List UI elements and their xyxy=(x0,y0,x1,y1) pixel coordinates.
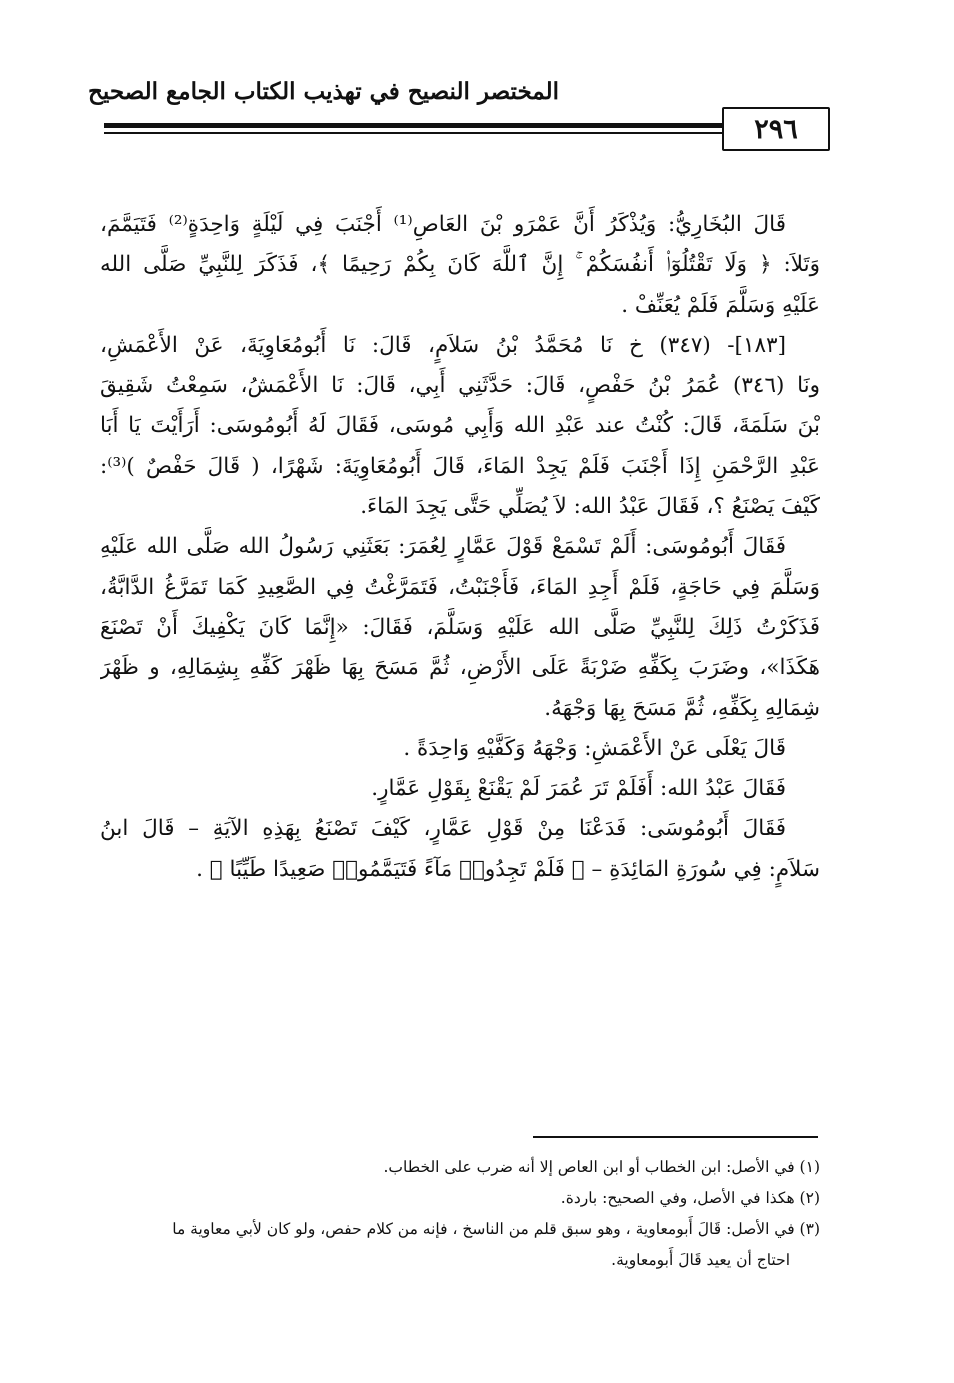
text-line: قَالَ البُخَارِيُّ: وَيُذْكَرُ أَنَّ عَمْرَو بْنَ العَاصِ⁽¹⁾ أَجْنَبَ فِي لَيْلَةٍ وَاحِدَةٍ⁽²⁾ فَتَيَمَّمَ، xyxy=(100,212,786,237)
text-line: كَيْفَ يَصْنَعُ ؟، فَقَالَ عَبْدُ الله: لاَ يُصَلِّي حَتَّى يَجِدَ المَاءَ. xyxy=(360,494,820,520)
text-line: فَقَالَ أَبُومُوسَى: أَلَمْ تَسْمَعْ قَوْلَ عَمَّارٍ لِعُمَرَ: بَعَثَنِي رَسُولُ الله صَلَّى الله عَلَيْهِ xyxy=(100,534,786,560)
page-number-box xyxy=(722,107,830,151)
page-number: ٢٩٦ xyxy=(754,113,798,145)
text-line: سَلاَمٍ: فِي سُورَةِ المَائِدَةِ – ﴿ فَلَمْ تَجِدُوا۟ مَآءً فَتَيَمَّمُوا۟ صَعِيدًا طَيِّبًا ﴾ . xyxy=(196,856,820,882)
text-line: بْنَ سَلَمَةَ، قَالَ: كُنْتُ عند عَبْدِ الله وَأَبِي مُوسَى، فَقَالَ لَهُ أَبُومُوسَى: أَرَأَيْتَ يَا أَبَا xyxy=(100,413,820,439)
text-line: فَقَالَ أَبُومُوسَى: فَدَعْنَا مِنْ قَوْلِ عَمَّارٍ، كَيْفَ تَصْنَعُ بِهَذِهِ الآيَةِ – قَالَ ابنُ xyxy=(100,816,786,842)
text-line: فَقَالَ عَبْدُ الله: أَفَلَمْ تَرَ عُمَرَ لَمْ يَقْنَعْ بِقَوْلِ عَمَّارٍ. xyxy=(371,776,786,802)
text-line: [١٨٣]- (٣٤٧) خ نَا مُحَمَّدُ بْنُ سَلاَمٍ، قَالَ: نَا أَبُومُعَاوِيَةَ، عَنْ الأَعْمَشِ، xyxy=(100,332,786,358)
text-line: وَسَلَّمَ فِي حَاجَةٍ، فَلَمْ أَجِدِ المَاءَ، فَأَجْنَبْتُ، فَتَمَرَّغْتُ فِي الصَّعِيدِ كَمَا تَمَرَّغُ الدَّابَّةُ، xyxy=(100,574,820,600)
main-text xyxy=(100,205,820,890)
text-line: هَكَذَا»، وضَرَبَ بِكَفِّهِ ضَرْبَةً عَلَى الأَرْضِ، ثُمَّ مَسَحَ بِهَا ظَهْرَ كَفِّهِ بِشِمَالِهِ، و ظَهْرَ xyxy=(100,655,820,681)
footnote-3-continued: احتاج أن يعيد قَالَ أَبومعاوية. xyxy=(611,1251,790,1269)
footnote-3: (٣) في الأصل: قَالَ أَبومعاوية ، وهو سبق قلم من الناسخ ، فإنه من كلام حفص، ولو كان لأبي معاوية ما xyxy=(172,1220,820,1238)
header-rule-thick xyxy=(104,123,722,128)
text-line: فَذَكَرْتُ ذَلِكَ لِلنَّبِيِّ صَلَّى الله عَلَيْهِ وَسَلَّمَ، فَقَالَ: «إِنَّمَا كَانَ يَكْفِيكَ أَنْ تَصْنَعَ xyxy=(100,614,820,640)
running-title: المختصر النصيح في تهذيب الكتاب الجامع الصحيح xyxy=(88,78,559,105)
text-line: وَتَلاَ: ﴿ وَلَا تَقْتُلُوٓا۟ أَنفُسَكُمْ ۚ إِنَّ ٱللَّهَ كَانَ بِكُمْ رَحِيمًا ﴾، فَذَكَرَ لِلنَّبِيِّ صَلَّى الله xyxy=(100,252,820,278)
text-line: شِمَالِهِ بِكَفِّهِ، ثُمَّ مَسَحَ بِهَا وَجْهَهُ. xyxy=(544,695,820,721)
footnote-2: (٢) هكذا في الأصل، وفي الصحيح: باردة. xyxy=(560,1189,820,1207)
text-line: عَبْدِ الرَّحْمَنِ إِذَا أَجْنَبَ فَلَمْ يَجِدْ المَاءَ، قَالَ أَبُومُعَاوِيَةَ: شَهْرًا، ( قَالَ حَفْصٌ )⁽³⁾: xyxy=(100,453,820,479)
text-line: عَلَيْهِ وَسَلَّمَ فَلَمْ يُعَنِّفْ . xyxy=(621,292,820,318)
text-line: ونَا (٣٤٦) عُمَرُ بْنُ حَفْصٍ، قَالَ: حَدَّثَنِي أَبِي، قَالَ: نَا الأَعْمَشُ، سَمِعْتُ شَقِيقَ xyxy=(100,373,820,399)
footnotes xyxy=(100,1152,820,1276)
footnote-separator xyxy=(533,1136,818,1138)
text-line: قَالَ يَعْلَى عَنْ الأَعْمَشِ: وَجْهَهُ وَكَفَّيْهِ وَاحِدَةً . xyxy=(403,735,786,761)
header-rule-thin xyxy=(104,132,722,134)
footnote-1: (١) في الأصل: ابن الخطاب أو ابن العاص إلا أنه ضرب على الخطاب. xyxy=(383,1158,820,1176)
